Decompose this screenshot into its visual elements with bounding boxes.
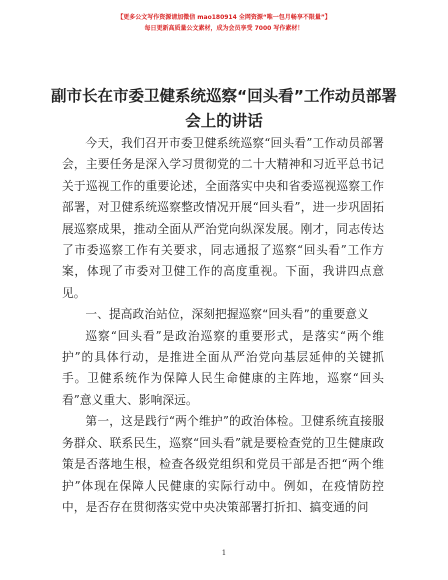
- promo-banner-line-1: 【更多公文写作资源请加微信 mao180914 全网资源“唯一包月畅享不限量”】: [117, 14, 331, 21]
- document-title: 副市长在市委卫健系统巡察“回头看”工作动员部署会上的讲话: [51, 87, 397, 130]
- promo-banner-line-2: 每日更新高质量公文素材，成为会员享受 7000 写作素材！: [144, 25, 304, 32]
- section-heading-1: 一、提高政治站位，深刻把握巡察“回头看”的重要意义: [85, 307, 369, 322]
- body-paragraph-3: 第一，这是践行“两个维护”的政治体检。卫健系统直接服务群众、联系民生，巡察“回头看”就是要检查党的卫生健康政策是否落地生根，检查各级党组织和党员干部是否把“两个维护”体现在保障人民健康的实际行动中。例如，在疫情防控中，是否存在贯彻落实党中央决策部署打折扣、搞变通的问: [62, 414, 384, 514]
- body-paragraph-2: 巡察“回头看”是政治巡察的重要形式，是落实“两个维护”的具体行动，是推进全面从严治党向基层延伸的关键抓手。卫健系统作为保障人民生命健康的主阵地，巡察“回头看”意义重大、影响深远。: [62, 328, 384, 407]
- page-number: 1: [221, 549, 227, 557]
- body-paragraph-intro: 今天，我们召开市委卫健系统巡察“回头看”工作动员部署会，主要任务是深入学习贯彻党的二十大精神和习近平总书记关于巡视工作的重要论述，全面落实中央和省委巡视巡察工作部署，对卫健系统巡察整改情况开展“回头看”，进一步巩固拓展巡察成果，推动全面从严治党向纵深发展。刚才，同志传达了市委巡察工作有关要求，同志通报了巡察“回头看”工作方案，体现了市委对卫健工作的高度重视。下面，我讲四点意见。: [62, 136, 384, 300]
- promo-banner: [0, 12, 448, 34]
- document-body: [62, 133, 384, 518]
